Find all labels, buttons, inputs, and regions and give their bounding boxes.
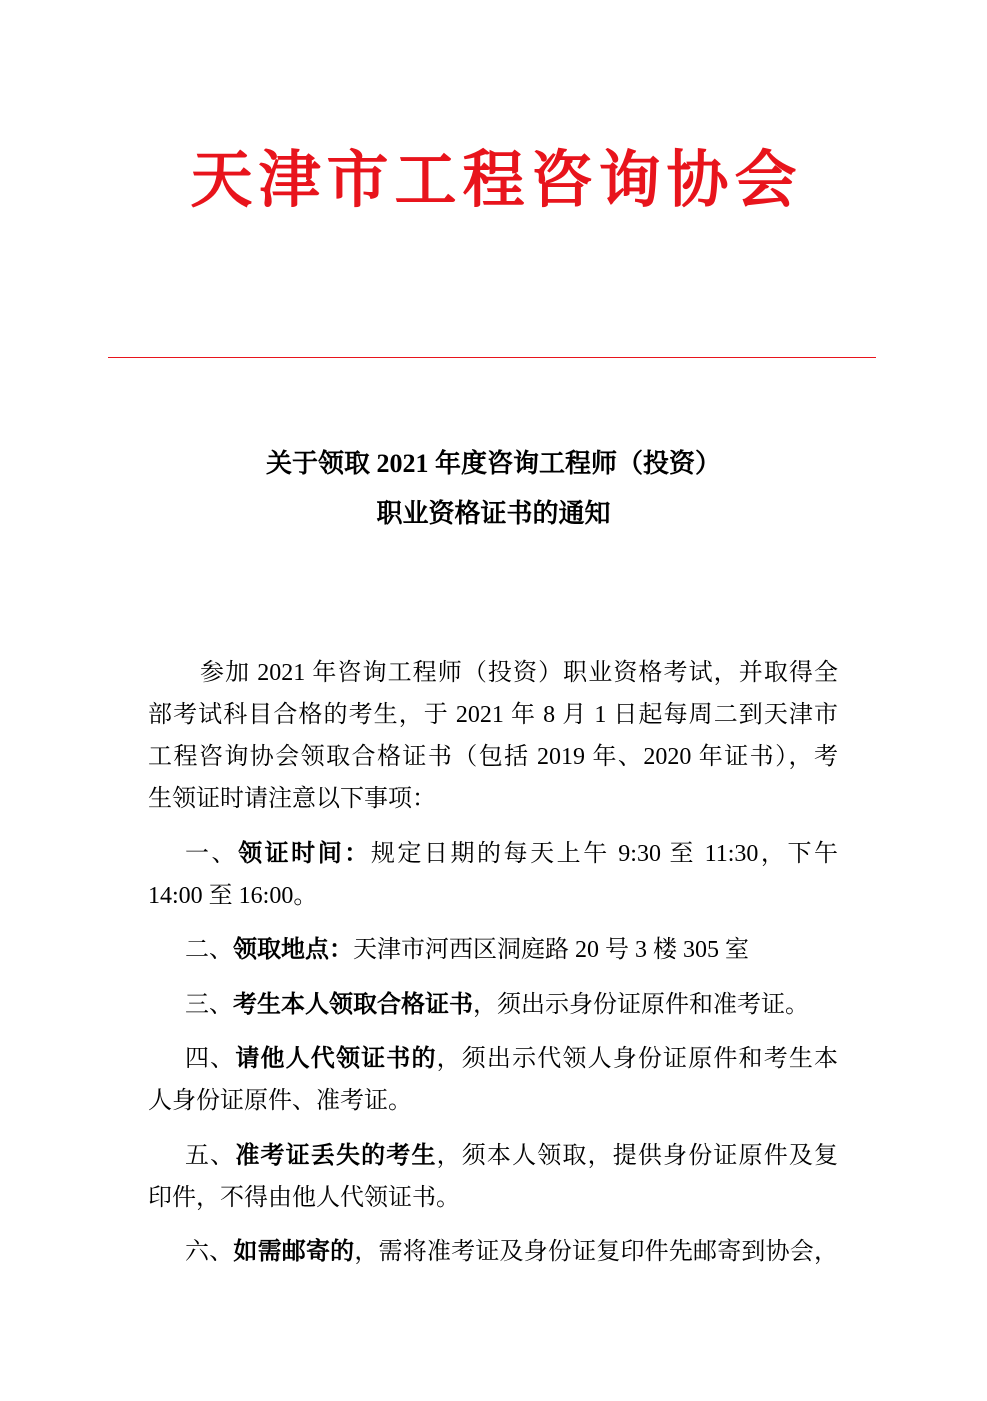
item-number: 六、 <box>185 1239 234 1265</box>
notice-item-4 <box>148 1038 838 1122</box>
item-heading: 准考证丢失的考生 <box>235 1142 437 1169</box>
notice-item-1 <box>148 833 838 917</box>
notice-item-2 <box>148 929 838 971</box>
notice-title-line-1: 关于领取 2021 年度咨询工程师（投资） <box>265 449 721 478</box>
item-first-line <box>148 833 838 875</box>
item-first-line <box>148 984 838 1026</box>
item-continuation-line: 人身份证原件、准考证。 <box>148 1088 412 1114</box>
item-number: 四、 <box>185 1046 236 1072</box>
item-heading: 领取地点： <box>233 937 353 963</box>
item-number: 二、 <box>185 937 233 963</box>
intro-line: 生领证时请注意以下事项： <box>148 786 436 812</box>
notice-title-line-2: 职业资格证书的通知 <box>376 499 611 528</box>
item-heading: 考生本人领取合格证书 <box>233 991 473 1018</box>
notice-item-3 <box>148 984 838 1026</box>
item-first-line <box>148 929 838 971</box>
letterhead-org-name: 天津市工程咨询协会 <box>190 147 803 215</box>
notice-item-5 <box>148 1135 838 1219</box>
intro-line: 部考试科目合格的考生，于 2021 年 8 月 1 日起每周二到天津市 <box>148 702 838 728</box>
item-text: ，须出示身份证原件和准考证。 <box>473 991 809 1018</box>
intro-line: 参加 2021 年咨询工程师（投资）职业资格考试，并取得全 <box>200 660 838 686</box>
item-continuation-line: 14:00 至 16:00。 <box>148 882 318 909</box>
item-text: 天津市河西区洞庭路 20 号 3 楼 305 室 <box>353 937 749 963</box>
item-first-line <box>148 1231 838 1273</box>
item-heading: 领证时间： <box>238 840 371 867</box>
notice-body <box>148 652 838 1273</box>
item-heading: 如需邮寄的 <box>233 1239 355 1265</box>
item-number: 三、 <box>185 991 233 1018</box>
item-text: ，须本人领取，提供身份证原件及复 <box>436 1142 839 1169</box>
item-text: ，需将准考证及身份证复印件先邮寄到协会， <box>354 1239 839 1265</box>
intro-paragraph <box>148 652 838 820</box>
notice-item-6 <box>148 1231 838 1273</box>
item-heading: 请他人代领证书的 <box>235 1046 437 1072</box>
letterhead-divider <box>108 357 876 358</box>
item-text: 规定日期的每天上午 9:30 至 11:30，下午 <box>370 840 839 867</box>
intro-line: 工程咨询协会领取合格证书（包括 2019 年、2020 年证书），考 <box>148 744 838 770</box>
item-text: ，须出示代领人身份证原件和考生本 <box>436 1046 839 1072</box>
item-first-line <box>148 1135 838 1177</box>
item-continuation-line: 印件，不得由他人代领证书。 <box>148 1184 460 1211</box>
item-number: 五、 <box>185 1142 236 1169</box>
item-number: 一、 <box>185 840 239 867</box>
item-first-line <box>148 1038 838 1080</box>
notice-title <box>0 439 987 539</box>
